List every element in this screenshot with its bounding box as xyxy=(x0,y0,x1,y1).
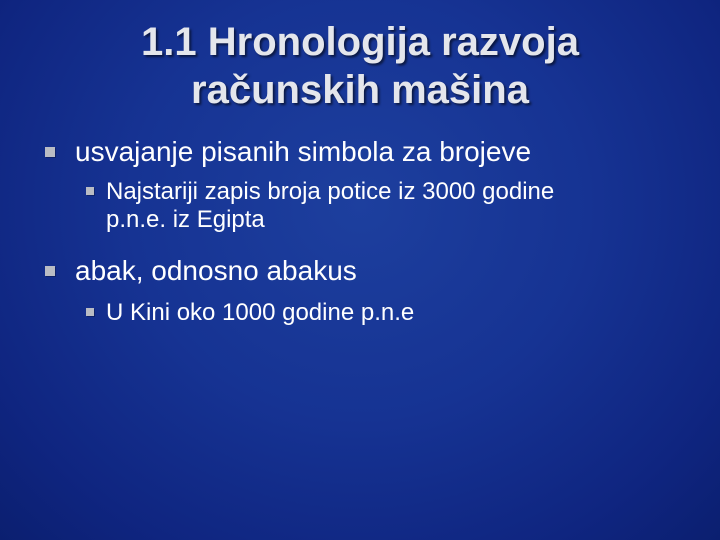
sub-bullet-text-line-1: Najstariji zapis broja potice iz 3000 godine xyxy=(106,178,555,205)
bullet-text: abak, odnosno abakus xyxy=(75,255,357,286)
sub-bullet-text xyxy=(106,299,414,327)
bullet-item-abak xyxy=(45,255,357,287)
square-bullet-icon xyxy=(45,147,55,157)
bullet-item-pisani-simboli xyxy=(45,136,531,168)
sub-bullet-item-egipat xyxy=(86,178,646,234)
sub-bullet-text xyxy=(106,178,554,234)
square-bullet-icon xyxy=(86,187,94,195)
square-bullet-icon xyxy=(86,308,94,316)
sub-bullet-text-line-1: U Kini oko 1000 godine p.n.e xyxy=(106,299,415,326)
slide-title xyxy=(60,18,660,114)
sub-bullet-item-kina xyxy=(86,299,414,327)
title-line-1: 1.1 Hronologija razvoja xyxy=(141,20,579,64)
bullet-text: usvajanje pisanih simbola za brojeve xyxy=(75,136,532,167)
sub-bullet-text-line-2: p.n.e. iz Egipta xyxy=(106,206,265,233)
square-bullet-icon xyxy=(45,266,55,276)
title-line-2: računskih mašina xyxy=(191,68,529,112)
